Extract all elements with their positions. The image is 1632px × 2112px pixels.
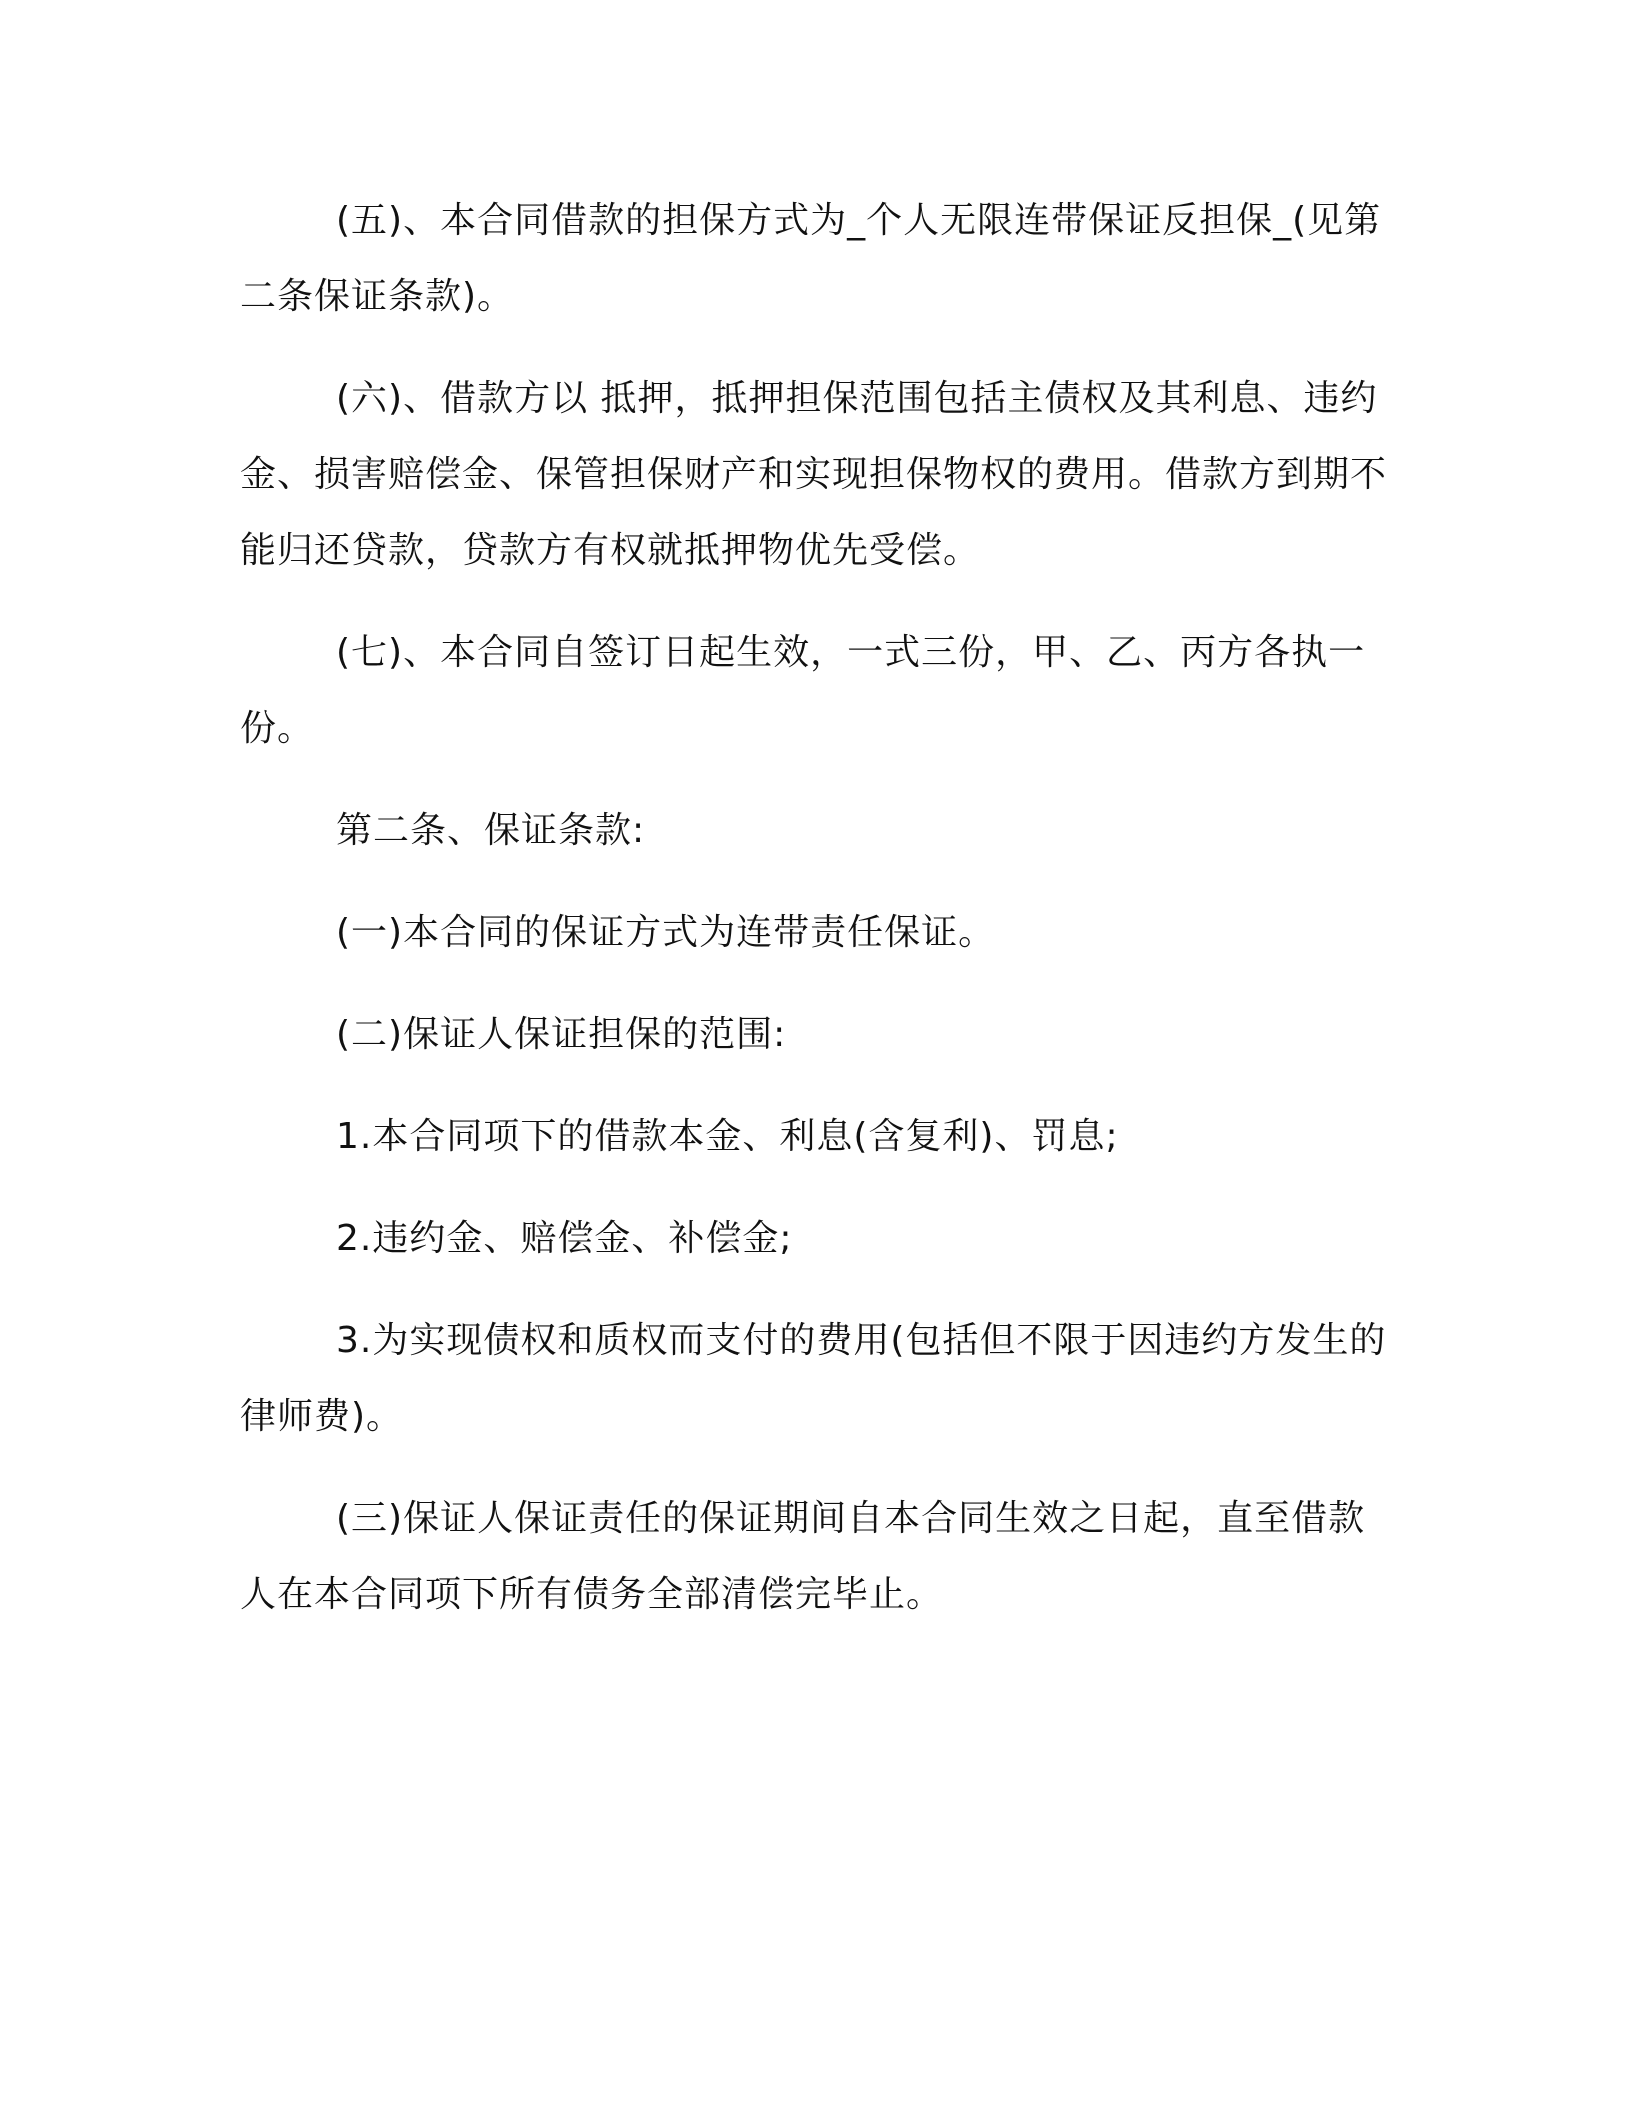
paragraph-guarantee-type: (一)本合同的保证方式为连带责任保证。 — [336, 912, 996, 953]
paragraph-guarantee-scope: (二)保证人保证担保的范围: — [336, 1014, 787, 1055]
list-item-principal: 1.本合同项下的借款本金、利息(含复利)、罚息; — [336, 1116, 1119, 1157]
heading-article-two: 第二条、保证条款: — [336, 810, 646, 851]
list-item-expenses: 3.为实现债权和质权而支付的费用(包括但不限于因违约方发生的律师费)。 — [240, 1320, 1387, 1437]
paragraph-mortgage: (六)、借款方以 抵押，抵押担保范围包括主债权及其利息、违约金、损害赔偿金、保管担保财产和实现担保物权的费用。借款方到期不能归还贷款，贷款方有权就抵押物优先受偿。 — [240, 378, 1388, 571]
paragraph-guarantee-period: (三)保证人保证责任的保证期间自本合同生效之日起，直至借款人在本合同项下所有债务全部清偿完毕止。 — [240, 1498, 1366, 1615]
paragraph-effective-date: (七)、本合同自签订日起生效，一式三份，甲、乙、丙方各执一份。 — [240, 632, 1366, 749]
paragraph-guarantee-method: (五)、本合同借款的担保方式为_个人无限连带保证反担保_(见第二条保证条款)。 — [240, 200, 1382, 317]
list-item-damages: 2.违约金、赔偿金、补偿金; — [336, 1218, 793, 1259]
